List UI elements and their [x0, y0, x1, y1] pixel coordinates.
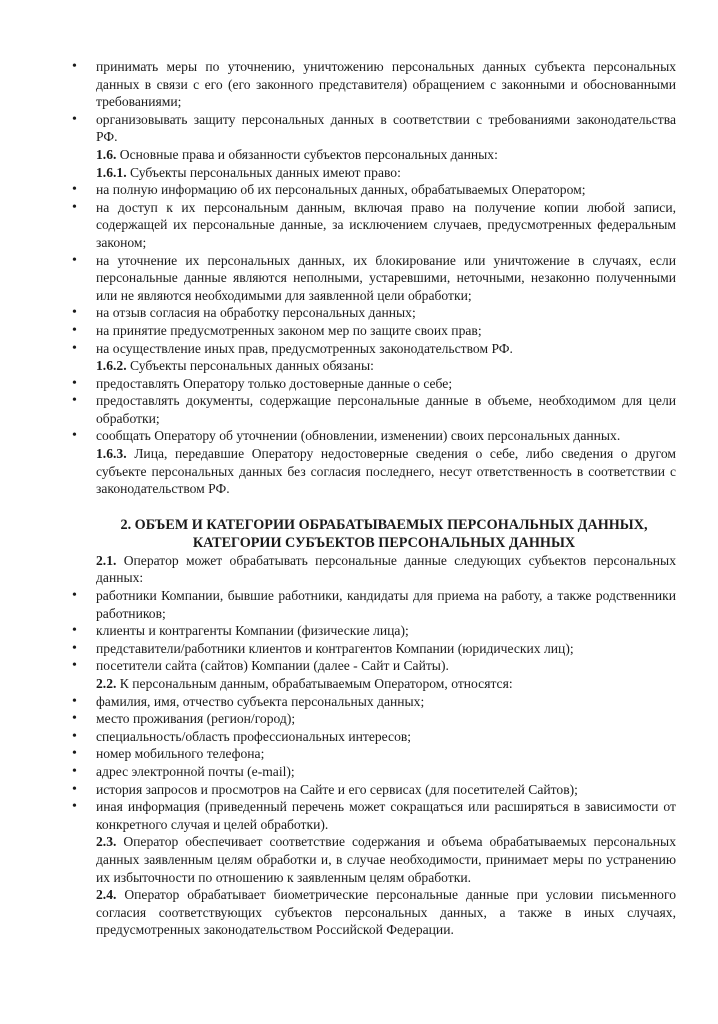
section-number: 1.6. — [96, 146, 117, 162]
list-item: • клиенты и контрагенты Компании (физические лица); — [72, 622, 676, 640]
list-item: • представители/работники клиентов и контрагентов Компании (юридических лиц); — [72, 640, 676, 658]
section-text: Лица, передавшие Оператору недостоверные сведения о себе, либо сведения о другом субъекте персональных данных без согласия последнего, несут ответственность в соответствии с законодательством РФ. — [96, 446, 676, 497]
section-number: 1.6.1. — [96, 164, 127, 180]
section-heading: 2. ОБЪЕМ И КАТЕГОРИИ ОБРАБАТЫВАЕМЫХ ПЕРСОНАЛЬНЫХ ДАННЫХ, КАТЕГОРИИ СУБЪЕКТОВ ПЕРСОНАЛЬНЫХ ДАННЫХ — [120, 516, 648, 551]
section-text: Основные права и обязанности субъектов персональных данных: — [116, 146, 498, 162]
list-item: • специальность/область профессиональных интересов; — [72, 728, 676, 746]
section-text: К персональным данным, обрабатываемым Оператором, относятся: — [116, 676, 513, 691]
list-item: • принимать меры по уточнению, уничтожению персональных данных субъекта персональных данных в связи с его (его законного представителя) обращением с законными и обоснованными требованиями; — [72, 58, 676, 111]
list-item: • на доступ к их персональным данным, включая право на получение копии любой записи, содержащей их персональные данные, за исключением случаев, предусмотренных федеральным законом; — [72, 199, 676, 252]
list-item: • адрес электронной почты (e-mail); — [72, 763, 676, 781]
list-item: • фамилия, имя, отчество субъекта персональных данных; — [72, 693, 676, 711]
section-paragraph — [72, 164, 676, 182]
list-item: • предоставлять Оператору только достоверные данные о себе; — [72, 375, 676, 393]
section-text: Оператор может обрабатывать персональные данные следующих субъектов персональных данных: — [96, 552, 676, 586]
list-item: • на полную информацию об их персональных данных, обрабатываемых Оператором; — [72, 181, 676, 199]
section-number: 1.6.3. — [96, 446, 127, 462]
section-paragraph — [72, 357, 676, 375]
list-item: • работники Компании, бывшие работники, кандидаты для приема на работу, а также родственники работников; — [72, 587, 676, 622]
list-item: • организовывать защиту персональных данных в соответствии с требованиями законодательства РФ. — [72, 111, 676, 146]
section-number: 2.4. — [96, 887, 117, 903]
section-paragraph — [72, 886, 676, 939]
section-paragraph — [72, 552, 676, 587]
section-paragraph — [72, 146, 676, 164]
list-item: • иная информация (приведенный перечень может сокращаться или расширяться в зависимости от конкретного случая и целей обработки). — [72, 798, 676, 833]
section-text: Оператор обеспечивает соответствие содержания и объема обрабатываемых персональных данных заявленным целям обработки и, в случае необходимости, принимает меры по устранению их избыточности по отношению к заявленным целям обработки. — [96, 834, 676, 885]
list-item: • история запросов и просмотров на Сайте и его сервисах (для посетителей Сайтов); — [72, 781, 676, 799]
section-text: Субъекты персональных данных обязаны: — [126, 358, 374, 374]
section-number: 2.2. — [96, 676, 117, 691]
section-number: 2.1. — [96, 552, 117, 568]
list-item: • место проживания (регион/город); — [72, 710, 676, 728]
list-item: • предоставлять документы, содержащие персональные данные в объеме, необходимом для цели обработки; — [72, 392, 676, 427]
list-item: • на осуществление иных прав, предусмотренных законодательством РФ. — [72, 340, 676, 358]
section-paragraph — [72, 675, 676, 693]
list-item: • на отзыв согласия на обработку персональных данных; — [72, 304, 676, 322]
list-item: • на принятие предусмотренных законом мер по защите своих прав; — [72, 322, 676, 340]
list-item: • сообщать Оператору об уточнении (обновлении, изменении) своих персональных данных. — [72, 427, 676, 445]
section-text: Оператор обрабатывает биометрические персональные данные при условии письменного согласия соответствующих субъектов персональных данных, а также в иных случаях, предусмотренных законодательством Российской Федерации. — [96, 887, 676, 938]
section-number: 1.6.2. — [96, 358, 127, 374]
list-item: • номер мобильного телефона; — [72, 745, 676, 763]
list-item: • на уточнение их персональных данных, их блокирование или уничтожение в случаях, если персональные данные являются неполными, устаревшими, неточными, незаконно полученными или не являются необходимыми для заявленной цели обработки; — [72, 252, 676, 305]
section-text: Субъекты персональных данных имеют право: — [126, 164, 401, 180]
section-paragraph — [72, 833, 676, 886]
section-number: 2.3. — [96, 834, 117, 850]
section-paragraph — [72, 445, 676, 498]
list-item: • посетители сайта (сайтов) Компании (далее - Сайт и Сайты). — [72, 657, 676, 675]
